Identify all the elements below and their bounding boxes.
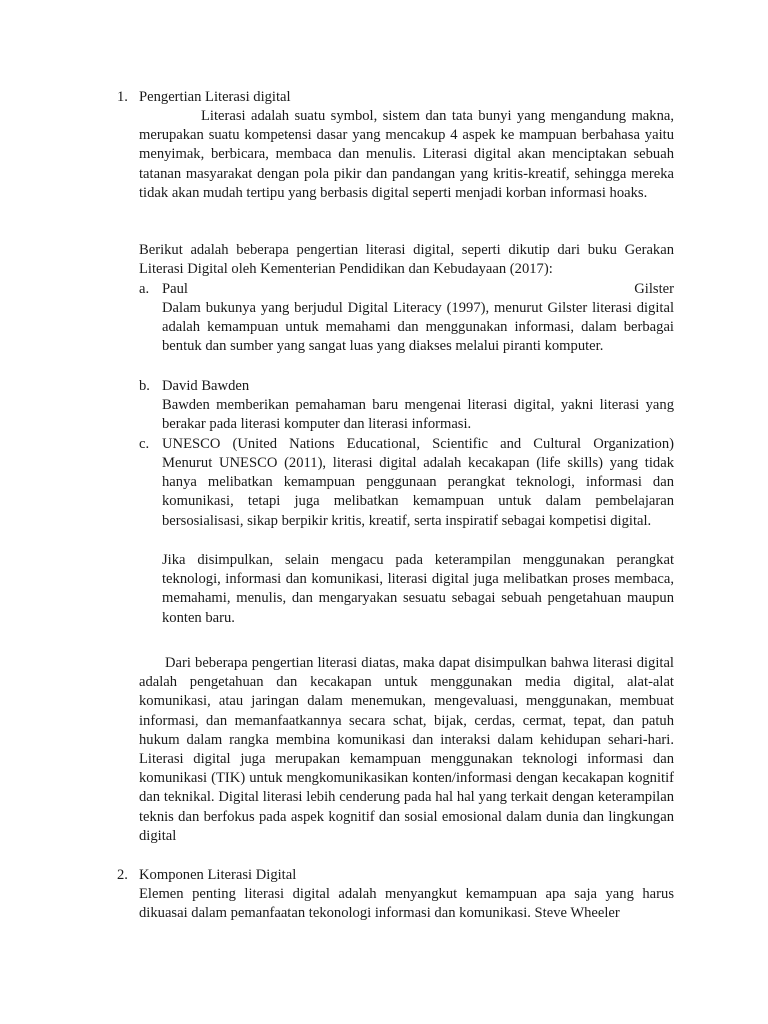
section-2-text: Elemen penting literasi digital adalah menyangkut kemampuan apa saja yang harus dikuasai dalam pemanfaatan tekonologi informasi dan komunikasi. Steve Wheeler <box>139 886 674 922</box>
section-1-intro: Literasi adalah suatu symbol, sistem dan tata bunyi yang mengandung makna, merupakan suatu kompetensi dasar yang mencakup 4 aspek ke mampuan berbahasa yaitu menyimak, berbicara, membaca dan menulis. Literasi digital akan menciptakan sebuah tatanan masyarakat dengan pola pikir dan pandangan yang kritis-kreatif, sehingga mereka tidak akan mudah tertipu yang berbasis digital seperti menjadi korban informasi hoaks. <box>139 108 674 201</box>
item-a-text: Dalam bukunya yang berjudul Digital Literacy (1997), menurut Gilster literasi digital adalah kemampuan untuk memahami dan menggunakan informasi, dalam berbagai bentuk dan sumber yang sangat luas yang diakses melalui piranti komputer. <box>162 300 674 355</box>
item-a-letter: a. <box>139 281 150 297</box>
item-b-name: David Bawden <box>162 378 250 394</box>
item-c-letter: c. <box>139 436 150 452</box>
section-1-lead: Berikut adalah beberapa pengertian literasi digital, seperti dikutip dari buku Gerakan Literasi Digital oleh Kementerian Pendidikan dan Kebudayaan (2017): <box>139 242 674 278</box>
item-b-letter: b. <box>139 378 150 394</box>
section-2-number: 2. <box>117 867 128 883</box>
item-c-text-2: Jika disimpulkan, selain mengacu pada keterampilan menggunakan perangkat teknologi, informasi dan komunikasi, literasi digital juga melibatkan proses membaca, memahami, menulis, dan mengaryakan sesuatu sebagai sebuah pengetahuan maupun konten baru. <box>162 552 674 626</box>
item-a-name-right: Gilster <box>634 281 674 297</box>
section-1-number: 1. <box>117 89 128 105</box>
section-1-conclusion: Dari beberapa pengertian literasi diatas, maka dapat disimpulkan bahwa literasi digital adalah pengetahuan dan kecakapan untuk menggunakan media digital, alat-alat komunikasi, atau jaringan dalam menemukan, mengevaluasi, menggunakan, membuat informasi, dan memanfaatkannya secara schat, bijak, cerdas, cermat, tepat, dan patuh hukum dalam rangka membina komunikasi dan interaksi dalam kehidupan sehari-hari. Literasi digital juga merupakan kemampuan menggunakan teknologi informasi dan komunikasi (TIK) untuk mengkomunikasikan konten/informasi dengan kecakapan kognitif dan teknikal. Digital literasi lebih cenderung pada hal hal yang terkait dengan keterampilan teknis dan berfokus pada aspek kognitif dan sosial emosional dalam dunia dan lingkungan digital <box>139 655 674 844</box>
item-c-name: UNESCO (United Nations Educational, Scientific and Cultural Organization) <box>162 436 674 452</box>
section-1-title: Pengertian Literasi digital <box>139 89 291 105</box>
item-c-text: Menurut UNESCO (2011), literasi digital adalah kecakapan (life skills) yang tidak hanya melibatkan kemampuan penggunaan perangkat teknologi, informasi dan komunikasi, tetapi juga melibatkan kemampuan untuk dalam pembelajaran bersosialisasi, sikap berpikir kritis, kreatif, serta inspiratif sebagai kompetisi digital. <box>162 455 674 529</box>
item-b-text: Bawden memberikan pemahaman baru mengenai literasi digital, yakni literasi yang berakar pada literasi komputer dan literasi informasi. <box>162 397 674 433</box>
section-2-title: Komponen Literasi Digital <box>139 867 297 883</box>
item-a-name: Paul <box>162 281 188 297</box>
